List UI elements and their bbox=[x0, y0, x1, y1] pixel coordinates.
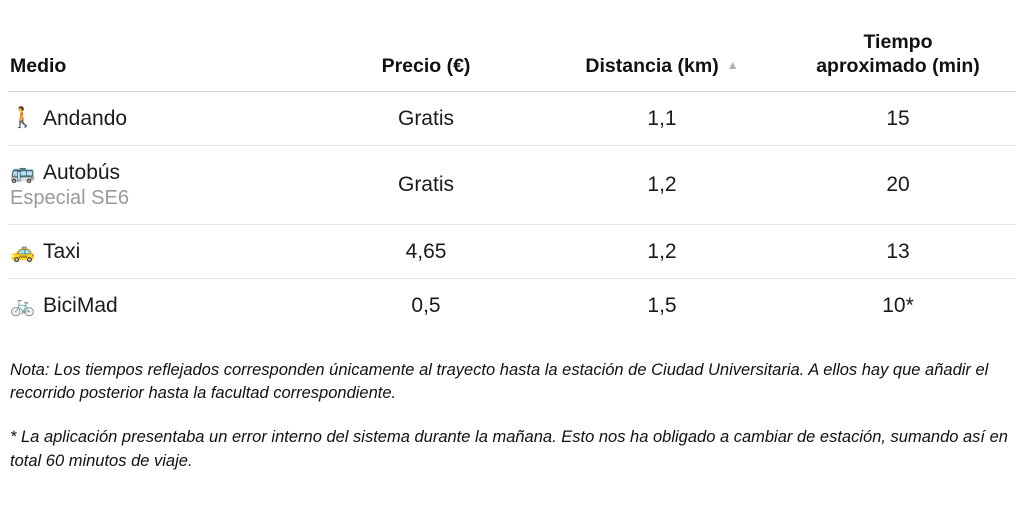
cell-precio: Gratis bbox=[308, 145, 544, 224]
mode-label: Taxi bbox=[43, 240, 81, 264]
cell-medio bbox=[8, 145, 308, 224]
column-header-medio-label: Medio bbox=[10, 55, 67, 78]
cell-medio bbox=[8, 91, 308, 145]
cell-distancia: 1,2 bbox=[544, 225, 780, 279]
cell-medio bbox=[8, 225, 308, 279]
cell-distancia: 1,1 bbox=[544, 91, 780, 145]
table-header-row bbox=[8, 30, 1016, 91]
cell-tiempo: 13 bbox=[780, 225, 1016, 279]
mode-cell bbox=[10, 239, 308, 264]
cell-distancia: 1,2 bbox=[544, 145, 780, 224]
walking-person-icon: 🚶 bbox=[10, 107, 35, 130]
column-header-tiempo-label-line1: Tiempo bbox=[863, 31, 933, 53]
mode-cell bbox=[10, 160, 308, 210]
transport-comparison-page bbox=[0, 30, 1024, 532]
cell-tiempo: 15 bbox=[780, 91, 1016, 145]
mode-line bbox=[10, 106, 308, 131]
column-header-precio[interactable] bbox=[308, 30, 544, 91]
cell-tiempo: 10* bbox=[780, 279, 1016, 333]
table-row bbox=[8, 279, 1016, 333]
mode-sublabel: Especial SE6 bbox=[10, 187, 129, 210]
notes-section bbox=[8, 359, 1016, 475]
column-header-medio[interactable] bbox=[8, 30, 308, 91]
table-row bbox=[8, 91, 1016, 145]
column-header-distancia[interactable] bbox=[544, 30, 780, 91]
mode-label: BiciMad bbox=[43, 294, 118, 318]
mode-line bbox=[10, 293, 308, 318]
table-header bbox=[8, 30, 1016, 91]
mode-line bbox=[10, 239, 308, 264]
mode-cell bbox=[10, 106, 308, 131]
mode-label: Autobús bbox=[43, 160, 121, 184]
bus-icon: 🚌 bbox=[10, 161, 35, 184]
cell-precio: 4,65 bbox=[308, 225, 544, 279]
cell-medio bbox=[8, 279, 308, 333]
column-header-tiempo-label-line2: aproximado (min) bbox=[816, 55, 980, 78]
note-footnote-asterisk: * La aplicación presentaba un error interno del sistema durante la mañana. Esto nos ha obligado a cambiar de estación, sumando así en total 60 minutos de viaje. bbox=[10, 428, 1008, 471]
cell-precio: Gratis bbox=[308, 91, 544, 145]
column-header-tiempo[interactable] bbox=[780, 30, 1016, 91]
cell-precio: 0,5 bbox=[308, 279, 544, 333]
table-body bbox=[8, 91, 1016, 332]
sort-ascending-icon[interactable]: ▲ bbox=[726, 57, 739, 72]
cell-tiempo: 20 bbox=[780, 145, 1016, 224]
column-header-precio-label: Precio (€) bbox=[381, 55, 471, 78]
bicycle-icon: 🚲 bbox=[10, 294, 35, 317]
table-row bbox=[8, 145, 1016, 224]
taxi-icon: 🚕 bbox=[10, 240, 35, 263]
mode-line bbox=[10, 160, 308, 185]
mode-label: Andando bbox=[43, 106, 128, 130]
note-general: Nota: Los tiempos reflejados corresponden únicamente al trayecto hasta la estación de Ciudad Universitaria. A ellos hay que añadir el recorrido posterior hasta la facultad correspondiente. bbox=[10, 360, 989, 403]
cell-distancia: 1,5 bbox=[544, 279, 780, 333]
mode-cell bbox=[10, 293, 308, 318]
table-row bbox=[8, 225, 1016, 279]
transport-table bbox=[8, 30, 1016, 333]
column-header-distancia-label: Distancia (km) bbox=[585, 55, 719, 78]
